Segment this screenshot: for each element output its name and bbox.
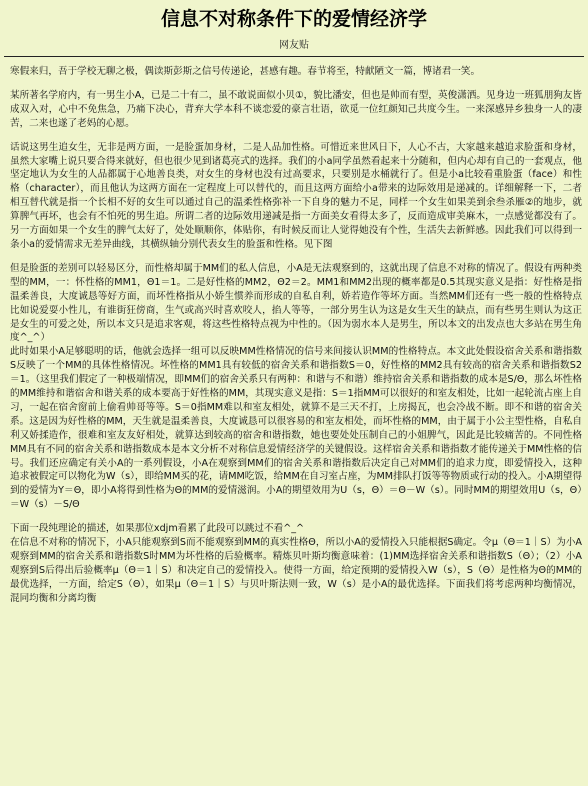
page-title: 信息不对称条件下的爱情经济学 [160,8,427,30]
article-body [0,57,588,606]
paragraph-asymmetry: 但是脸蛋的差别可以轻易区分，而性格却属于MM们的私人信息，小A是无法观察到的，这就出现了信息不对称的情况了。假设有两种类型的MM，一：怀性格的MM1，Θ1＝1。二是好性格的MM2，Θ2＝2。MM1和MM2出现的概率都是0.5其现实意义是指：好性格是指温柔善良，大度诚恳等好方面，而坏性格指从小娇生惯养而形成的自私自利，娇若造作等坏方面。当然MM们还有一些一般的性格特点比如说爱耍小性儿，有谁街狂傍商，生气或高兴时喜欢咬人，掐人等等，一部分男生认为这是女生天生的缺点，而有些男生则认为这正是女生的可爱之处，所以本文只是追求客观，将这些性格特点视为中性的。（因为弱水本人是男生，所以本文的出发点也大多站在男生角度^_^） [10,262,582,344]
paragraph-preferences: 话说这男生追女生，无非是两方面，一是脸蛋加身材，二是人品加性格。可惜近来世风日下，人心不古，大家越来越追求脸蛋和身材，虽然大家嘴上说只要合得来就好，但也很少见到诸葛亮式的选择。我们的小a同学虽然看起来十分随和，但内心却有自己的一套观点，他坚定地认为女生的人品都属于心地善良类，对女生的身材也没有过高要求，只要别是水桶就行了。但是小a比较看重脸蛋（face）和性格（character），而且他认为这两方面在一定程度上可以替代的，而且这两方面给小a带来的边际效用是递减的。详细解释一下，二者相互替代就是指一个长相不好的女生可以通过自己的温柔性格弥补一下自身的魅力不足，同样一个女生如果美到余叁杀雁②的地步，就算脾气再坏，也会有不怕死的男生追。所谓二者的边际效用递减是指一方面美女看得太多了，反而造成审美麻木，一点感觉都没有了。另一方面如果一个女生的脾气太好了，处处顺顺你，体贴你，有时候反而让人觉得她没有个性，生活失去新鲜感。因此我们可以得到一条小a的爱情需求无差异曲线，其横纵轴分别代表女生的脸蛋和性格。见下图 [10,141,582,250]
paragraph-equilibrium: 在信息不对称的情况下，小A只能观察到S而不能观察到MM的真实性格Θ，所以小A的爱情投入只能根据S确定。令μ（Θ＝1｜S）为小A观察到MM的宿舍关系和谐指数S时MM为坏性格的后验概率。精炼贝叶斯均衡意味着：(1)MM选择宿舍关系和谐指数S（Θ）；（2）小A观察到S后得出后验概率μ（Θ＝1｜S）和决定自己的爱情投入。使得一方面，给定预期的爱情投入W（s），S（Θ）是性格为Θ的MM的最优选择，一方面，给定S（Θ），如果μ（Θ＝1｜S）与贝叶斯法则一致，W（s）是小A的最优选择。下面我们将考虑两种均衡情况，混同均衡和分离均衡 [10,537,582,604]
paragraph-signal: 此时如果小A足够聪明的话，他就会选择一组可以反映MM性格情况的信号来间接认识MM的性格特点。本文此处假设宿舍关系和谐指数S反映了一个MM的具体性格情况。坏性格的MM1具有较低的宿舍关系和谐指数S＝0，好性格的MM2具有较高的宿舍关系和谐指数S2＝1。（这里我们假定了一种极端情况，即MM们的宿舍关系只有两种：和谐与不和谐）维持宿舍关系和谐指数的成本是S/Θ，那么坏性格的MM维持和谐宿舍和谐关系的成本要高于好性格的MM，其现实意义是指：S＝1指MM可以很好的和室友相处，比如一起轮流占座上自习，一起在宿舍窗前上偷看帅哥等等。S＝0指MM难以和室友相处，就算不是三天不打，上房揭瓦，也会冷战不断。即不和谐的宿舍关系。这是因为好性格的MM，天生就是温柔善良，大度诚恳可以很容易的和室友相处，而坏性格的MM，由于属于小公主型性格，自私自利又娇揉造作，很难和室友友好相处，就算达到较高的宿舍和谐指数，她也要处处压制自己的小姐脾气，因此是比较痛苦的。不同性格MM具有不同的宿舍关系和谐指数成本是本文分析不对称信息爱情经济学的关键假设。这样宿舍关系和谐指数才能传递关于MM性格的信号。我们还应确定有关小A的一系列假设，小A在观察到MM们的宿舍关系和谐指数后决定自己对MM们的追求力度，即爱情投入，这种追求被假定可以物化为W（s），即给MM买的花，请MM吃饭，给MM在自习室占座，为MM排队打饭等等物质或行动的投入。小A期望得到的爱情为Y＝Θ，即小A将得到性格为Θ的MM的爱情滋润。小A的期望效用为U（s，Θ）＝Θ－W（s）。同时MM的期望效用U（s，Θ）＝W（s）－S/Θ [10,346,582,511]
paragraph-background: 某所著名学府内，有一男生小A，已是二十有二，虽不敢说面似小贝①，貌比潘安，但也是帅而有型，英俊潇洒。见身边一班狐朋狗友皆成双入对，心中不免焦急，乃痛下决心，背弃大学本科不谈恋爱的豪言壮语，欲觅一位红颜知己共度今生。一来深感异乡独身一人的凄苦，二来也遂了老妈的心愿。 [10,89,582,129]
author-line: 网友贴 [279,40,309,51]
paragraph-skip-note: 下面一段纯理论的描述，如果那位xdjm看累了此段可以跳过不看^_^ [10,523,305,535]
paragraph-intro: 寒假来归，吾于学校无聊之极，偶读斯彭斯之信号传递论，甚感有趣。春节将至，特献陋文一篇，博诸君一笑。 [10,66,481,77]
